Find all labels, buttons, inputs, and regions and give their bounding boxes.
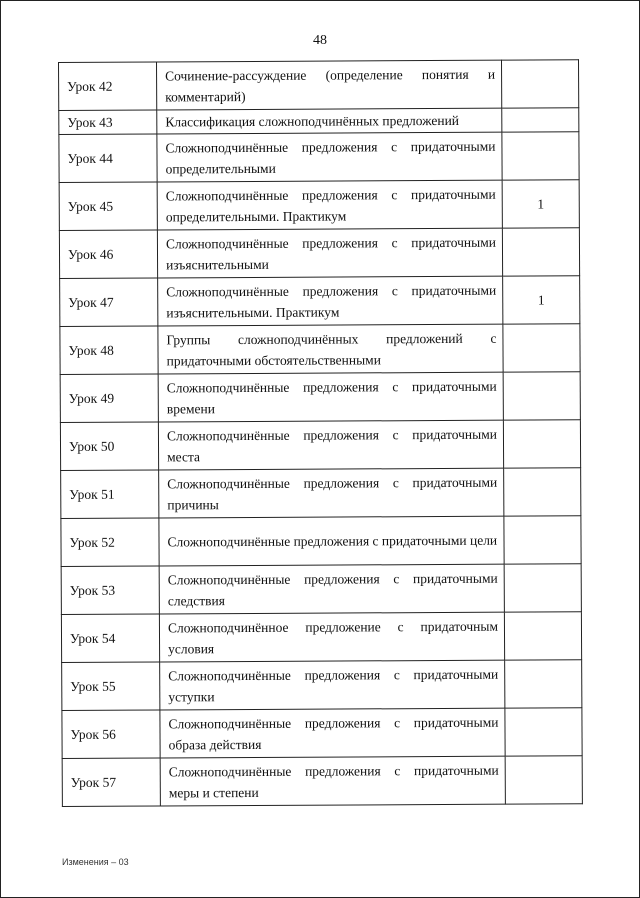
lesson-number: Урок 48 — [60, 326, 158, 375]
table-row — [61, 516, 581, 567]
table-row — [59, 228, 579, 279]
table-row — [59, 108, 579, 135]
lesson-number: Урок 44 — [59, 134, 157, 183]
lesson-number: Урок 50 — [60, 422, 158, 471]
lesson-table — [58, 59, 583, 807]
lesson-number: Урок 49 — [60, 374, 158, 423]
table-row — [60, 276, 580, 327]
table-row — [60, 372, 580, 423]
lesson-hours: 1 — [503, 276, 580, 324]
lesson-topic: Сложноподчинённые предложения с придаточными причины — [159, 468, 504, 518]
lesson-topic: Сложноподчинённые предложения с придаточными цели — [159, 516, 504, 566]
lesson-number: Урок 46 — [59, 230, 157, 279]
table-row — [60, 420, 580, 471]
lesson-topic: Сложноподчинённое предложение с придаточным условия — [159, 612, 504, 662]
lesson-topic: Сложноподчинённые предложения с придаточными изъяснительными. Практикум — [158, 276, 503, 326]
table-row — [59, 60, 579, 111]
footer-revision-note: Изменения – 03 — [62, 857, 129, 867]
lesson-number: Урок 55 — [62, 662, 160, 711]
table-row — [59, 180, 579, 231]
table-row — [61, 564, 581, 615]
lesson-hours: 1 — [502, 180, 579, 228]
table-row — [62, 660, 582, 711]
lesson-topic: Сочинение-рассуждение (определение понятия и комментарий) — [157, 60, 502, 110]
lesson-number: Урок 45 — [59, 182, 157, 231]
lesson-hours — [505, 708, 582, 756]
lesson-topic: Сложноподчинённые предложения с придаточными меры и степени — [160, 756, 505, 806]
lesson-number: Урок 57 — [62, 758, 160, 807]
lesson-hours — [502, 228, 579, 276]
lesson-number: Урок 47 — [60, 278, 158, 327]
lesson-number: Урок 43 — [59, 110, 157, 135]
lesson-number: Урок 54 — [61, 614, 159, 663]
lesson-topic: Сложноподчинённые предложения с придаточными изъяснительными — [157, 228, 502, 278]
lesson-hours — [503, 420, 580, 468]
lesson-topic: Сложноподчинённые предложения с придаточными определительными — [157, 132, 502, 182]
lesson-number: Урок 52 — [61, 518, 159, 567]
lesson-number: Урок 51 — [61, 470, 159, 519]
table-row — [62, 708, 582, 759]
table-row — [59, 132, 579, 183]
table-row — [62, 756, 582, 807]
lesson-hours — [501, 60, 578, 108]
lesson-hours — [504, 612, 581, 660]
lesson-hours — [505, 660, 582, 708]
table-row — [60, 324, 580, 375]
lesson-hours — [502, 132, 579, 180]
page-number: 48 — [313, 33, 327, 48]
lesson-number: Урок 42 — [59, 62, 157, 111]
lesson-hours — [503, 324, 580, 372]
lesson-hours — [502, 108, 579, 132]
lesson-hours — [503, 372, 580, 420]
table-row — [61, 468, 581, 519]
lesson-topic: Сложноподчинённые предложения с придаточными определительными. Практикум — [157, 180, 502, 230]
lesson-number: Урок 53 — [61, 566, 159, 615]
lesson-topic: Классификация сложноподчинённых предложений — [157, 108, 502, 134]
lesson-topic: Группы сложноподчинённых предложений с придаточными обстоятельственными — [158, 324, 503, 374]
lesson-topic: Сложноподчинённые предложения с придаточными места — [158, 420, 503, 470]
lesson-hours — [505, 756, 582, 804]
lesson-topic: Сложноподчинённые предложения с придаточными образа действия — [160, 708, 505, 758]
lesson-topic: Сложноподчинённые предложения с придаточными времени — [158, 372, 503, 422]
lesson-hours — [504, 516, 581, 564]
lesson-number: Урок 56 — [62, 710, 160, 759]
lesson-topic: Сложноподчинённые предложения с придаточными следствия — [159, 564, 504, 614]
lesson-hours — [504, 468, 581, 516]
lesson-hours — [504, 564, 581, 612]
lesson-topic: Сложноподчинённые предложения с придаточными уступки — [160, 660, 505, 710]
table-row — [61, 612, 581, 663]
